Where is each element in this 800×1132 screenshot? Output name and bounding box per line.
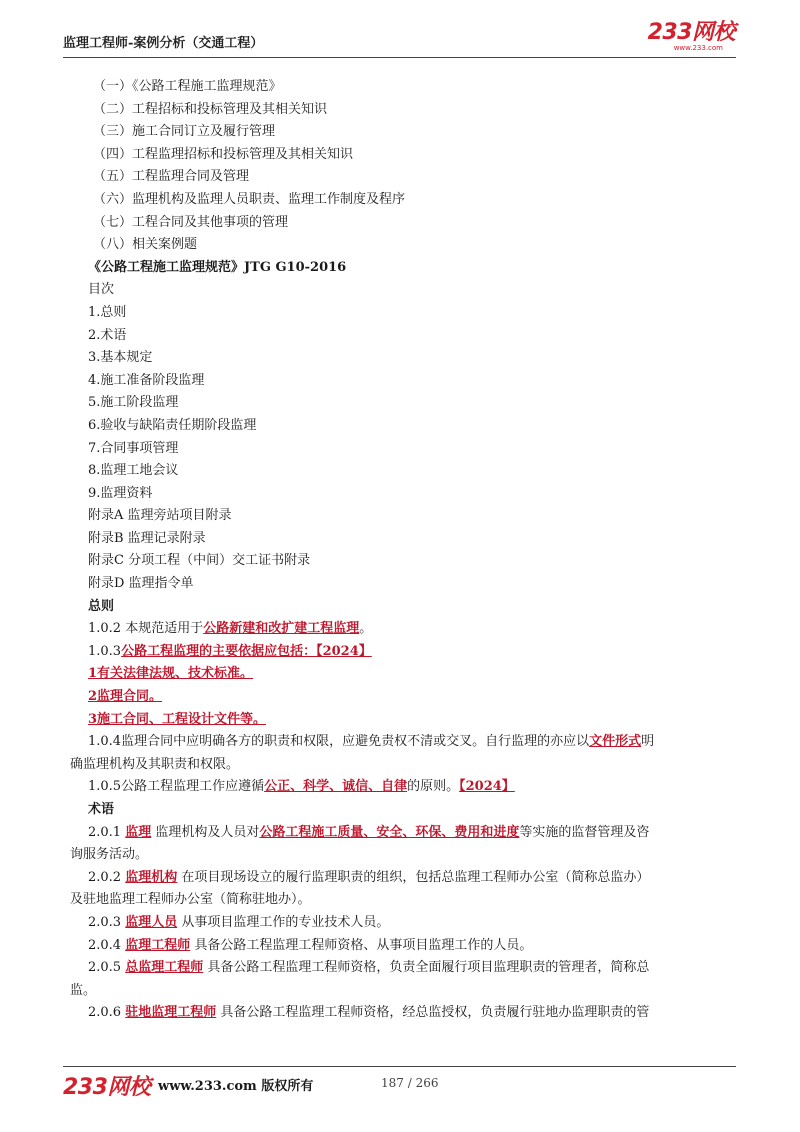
brand-logo (648, 22, 735, 52)
toc-item: 6.验收与缺陷责任期阶段监理 (88, 417, 257, 433)
term-2-0-1 (88, 822, 738, 845)
term-2-0-2 (88, 867, 738, 890)
page-content (70, 76, 738, 1025)
outline-item: （三）施工合同订立及履行管理 (93, 124, 276, 140)
clause-text: 1.0.5公路工程监理工作应遵循 (88, 779, 265, 795)
toc-item: 附录B 监理记录附录 (88, 530, 206, 546)
toc-item: 3.基本规定 (88, 350, 153, 366)
clause-text: 1.0.4监理合同中应明确各方的职责和权限，应避免责权不清或交叉。自行监理的亦应以 (88, 734, 590, 750)
term-2-0-6 (88, 1002, 738, 1025)
highlight-text: 公正、科学、诚信、自律 (264, 779, 408, 795)
term-name: 监理工程师 (125, 937, 191, 953)
term-text: 等实施的监督管理及咨 (519, 824, 650, 840)
header-divider (63, 57, 736, 58)
term-text: 监理机构及人员对 (151, 824, 260, 840)
toc-item: 附录A 监理旁站项目附录 (88, 508, 232, 524)
footer-divider (63, 1066, 736, 1067)
outline-item: （八）相关案例题 (93, 237, 198, 253)
basis-item: 3施工合同、工程设计文件等。 (88, 711, 267, 727)
term-number: 2.0.2 (88, 869, 122, 885)
term-number: 2.0.3 (88, 914, 122, 930)
term-number: 2.0.1 (88, 824, 122, 840)
clause-1-0-2 (88, 618, 738, 641)
toc-item: 附录D 监理指令单 (88, 576, 194, 592)
outline-item: （二）工程招标和投标管理及其相关知识 (93, 101, 328, 117)
term-2-0-2-cont: 及驻地监理工程师办公室（简称驻地办）。 (70, 892, 311, 908)
clause-text: 明 (641, 734, 655, 750)
term-number: 2.0.5 (88, 960, 122, 976)
document-title: 监理工程师-案例分析（交通工程） (63, 36, 264, 51)
toc-heading: 目次 (88, 282, 115, 298)
term-2-0-1-cont: 询服务活动。 (70, 847, 149, 863)
clause-text: 。 (359, 621, 373, 637)
clause-1-0-4-cont: 确监理机构及其职责和权限。 (70, 756, 240, 772)
term-2-0-5 (88, 957, 738, 980)
term-2-0-5-cont: 监。 (70, 982, 97, 998)
clause-text: 的原则。 (407, 779, 460, 795)
year-tag: 【2024】 (459, 779, 515, 795)
clause-1-0-4 (88, 731, 738, 754)
term-text: 具备公路工程监理工程师资格、从事项目监理工作的人员。 (190, 937, 533, 953)
page-footer (63, 1070, 736, 1100)
term-2-0-3 (88, 912, 738, 935)
page-number: 187 / 266 (381, 1076, 439, 1090)
term-name: 监理人员 (125, 914, 178, 930)
clause-text: 1.0.3 (88, 643, 122, 659)
term-name: 监理 (125, 824, 152, 840)
term-name: 驻地监理工程师 (125, 1005, 217, 1021)
term-number: 2.0.4 (88, 937, 122, 953)
spec-title: 《公路工程施工监理规范》JTG G10-2016 (88, 259, 347, 275)
logo-url: www.233.com (673, 44, 723, 52)
toc-item: 7.合同事项管理 (88, 440, 179, 456)
toc-item: 2.术语 (88, 327, 127, 343)
section-heading-general: 总则 (88, 598, 115, 614)
footer-logo: 233网校 (63, 1075, 151, 1100)
term-text: 在项目现场设立的履行监理职责的组织，包括总监理工程师办公室（简称总监办） (177, 869, 650, 885)
clause-text: 1.0.2 本规范适用于 (88, 621, 204, 637)
logo-text: 233网校 (647, 20, 735, 45)
toc-item: 附录C 分项工程（中间）交工证书附录 (88, 553, 311, 569)
highlight-text: 公路工程监理的主要依据应包括：【2024】 (121, 643, 372, 659)
outline-item: （四）工程监理招标和投标管理及其相关知识 (93, 146, 354, 162)
toc-item: 9.监理资料 (88, 485, 153, 501)
basis-item: 2监理合同。 (88, 689, 163, 705)
term-number: 2.0.6 (88, 1005, 122, 1021)
highlight-text: 公路工程施工质量、安全、环保、费用和进度 (259, 824, 520, 840)
basis-item: 1有关法律法规、技术标准。 (88, 666, 254, 682)
toc-item: 4.施工准备阶段监理 (88, 372, 205, 388)
clause-1-0-3 (88, 641, 738, 664)
outline-item: （五）工程监理合同及管理 (93, 169, 250, 185)
term-text: 具备公路工程监理工程师资格，负责全面履行项目监理职责的管理者，简称总 (203, 960, 650, 976)
term-2-0-4 (88, 935, 738, 958)
term-text: 具备公路工程监理工程师资格，经总监授权，负责履行驻地办监理职责的管 (216, 1005, 650, 1021)
outline-item: （七）工程合同及其他事项的管理 (93, 214, 289, 230)
term-name: 总监理工程师 (125, 960, 204, 976)
highlight-text: 文件形式 (589, 734, 642, 750)
footer-copyright: www.233.com 版权所有 (158, 1079, 314, 1094)
toc-list (88, 302, 738, 596)
toc-item: 5.施工阶段监理 (88, 395, 179, 411)
toc-item: 8.监理工地会议 (88, 463, 179, 479)
outline-item: （六）监理机构及监理人员职责、监理工作制度及程序 (93, 191, 406, 207)
clause-1-0-5 (88, 776, 738, 799)
outline-list (88, 76, 738, 257)
section-heading-terms: 术语 (88, 802, 115, 817)
toc-item: 1.总则 (88, 304, 127, 320)
page-header (63, 22, 735, 58)
outline-item: （一）《公路工程施工监理规范》 (93, 79, 282, 94)
term-name: 监理机构 (125, 869, 178, 885)
highlight-text: 公路新建和改扩建工程监理 (203, 621, 360, 637)
term-text: 从事项目监理工作的专业技术人员。 (177, 914, 390, 930)
